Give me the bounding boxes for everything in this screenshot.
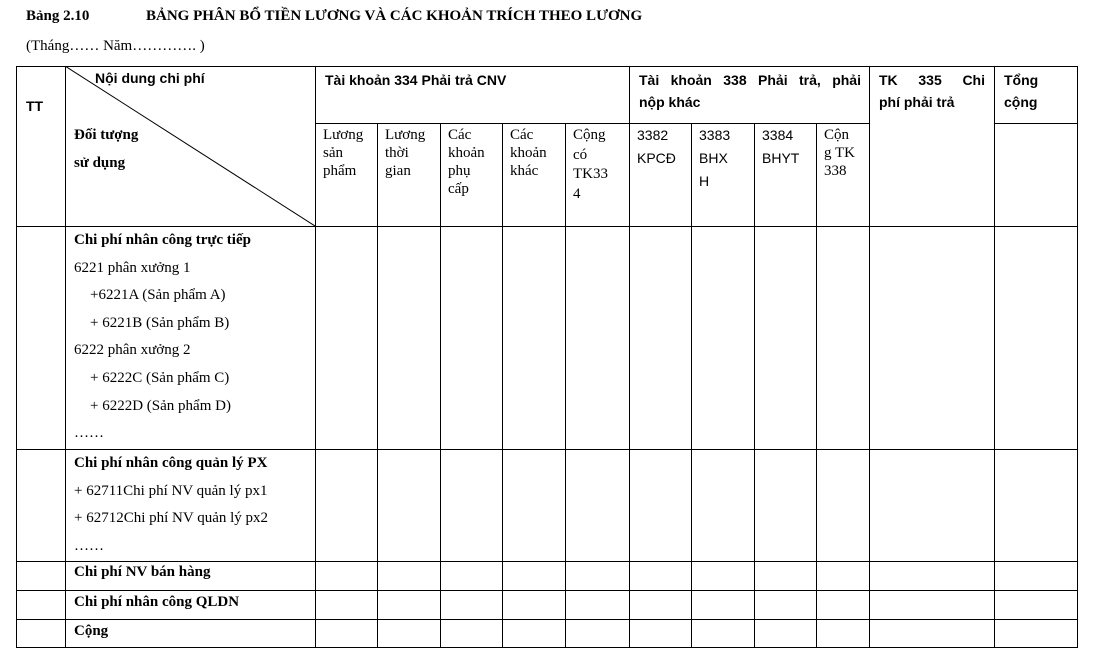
value-cell bbox=[377, 561, 440, 590]
header-total-blank bbox=[994, 123, 1078, 226]
row-line: …… bbox=[74, 537, 104, 554]
sub-text: Cộng bbox=[573, 127, 606, 143]
value-cell bbox=[315, 226, 377, 449]
value-cell bbox=[816, 226, 869, 449]
sub-text: khoản bbox=[448, 145, 485, 161]
row-line: + 62711Chi phí NV quản lý px1 bbox=[74, 482, 268, 499]
value-cell bbox=[869, 590, 994, 619]
value-cell bbox=[440, 561, 502, 590]
sub-header-khoan-khac bbox=[502, 123, 565, 226]
header-use-label: sử dụng bbox=[74, 155, 126, 171]
sub-text: khác bbox=[510, 163, 539, 179]
sub-text: cấp bbox=[448, 181, 469, 197]
sub-text: g TK bbox=[824, 145, 855, 161]
value-cell bbox=[816, 561, 869, 590]
sub-text: 4 bbox=[573, 185, 581, 202]
value-cell bbox=[629, 226, 691, 449]
sub-header-3384 bbox=[754, 123, 816, 226]
header-tt-label: TT bbox=[26, 98, 44, 114]
group-334-label: Tài khoản 334 Phải trả CNV bbox=[325, 72, 507, 88]
sub-text: sản bbox=[323, 145, 343, 161]
row-line: + 6222D (Sản phẩm D) bbox=[90, 397, 231, 414]
row-admin: Chi phí nhân công QLDN bbox=[65, 590, 315, 619]
sub-text: khoản bbox=[510, 145, 547, 161]
sub-text: 338 bbox=[824, 163, 847, 179]
value-cell bbox=[994, 561, 1078, 590]
row-line: +6221A (Sản phẩm A) bbox=[90, 287, 226, 304]
diagonal-divider bbox=[65, 66, 315, 226]
row-management-labor bbox=[65, 449, 315, 561]
value-cell bbox=[754, 449, 816, 561]
header-content-top: Nội dung chi phí bbox=[95, 70, 205, 86]
allocation-table bbox=[16, 66, 1078, 648]
row-line: 6222 phân xưởng 2 bbox=[74, 342, 191, 359]
sub-text: BHX bbox=[699, 150, 728, 166]
value-cell bbox=[502, 619, 565, 648]
value-cell bbox=[315, 561, 377, 590]
value-cell bbox=[629, 619, 691, 648]
value-cell bbox=[377, 449, 440, 561]
sub-text: Lương bbox=[323, 127, 364, 143]
sub-header-3382 bbox=[629, 123, 691, 226]
sub-header-3383 bbox=[691, 123, 754, 226]
value-cell bbox=[565, 590, 629, 619]
value-cell bbox=[629, 590, 691, 619]
value-cell bbox=[994, 590, 1078, 619]
row-line: + 6222C (Sản phẩm C) bbox=[90, 369, 230, 386]
sub-text: phẩm bbox=[323, 163, 357, 179]
value-cell bbox=[440, 590, 502, 619]
value-cell bbox=[565, 226, 629, 449]
value-cell bbox=[869, 226, 994, 449]
table-number: Bảng 2.10 bbox=[26, 8, 90, 24]
tk335-line1: TK 335 Chi bbox=[879, 72, 985, 88]
value-cell bbox=[691, 561, 754, 590]
tt-cell bbox=[16, 590, 65, 619]
value-cell bbox=[754, 590, 816, 619]
sub-header-luong-san-pham bbox=[315, 123, 377, 226]
sub-text: có bbox=[573, 146, 588, 163]
value-cell bbox=[994, 449, 1078, 561]
row-total: Cộng bbox=[65, 619, 315, 648]
value-cell bbox=[565, 561, 629, 590]
sub-text: gian bbox=[385, 163, 411, 179]
value-cell bbox=[502, 590, 565, 619]
value-cell bbox=[869, 449, 994, 561]
value-cell bbox=[565, 449, 629, 561]
row-sales: Chi phí NV bán hàng bbox=[65, 561, 315, 590]
header-tk335 bbox=[869, 66, 994, 226]
value-cell bbox=[754, 561, 816, 590]
row-line: 6221 phân xưởng 1 bbox=[74, 259, 191, 276]
sub-header-luong-thoi-gian bbox=[377, 123, 440, 226]
header-group-338 bbox=[629, 66, 869, 123]
value-cell bbox=[816, 449, 869, 561]
row-line: + 62712Chi phí NV quản lý px2 bbox=[74, 510, 269, 527]
sub-text: BHYT bbox=[762, 150, 800, 166]
total-line1: Tổng bbox=[1004, 72, 1039, 88]
value-cell bbox=[565, 619, 629, 648]
sub-text: Lương bbox=[385, 127, 426, 143]
value-cell bbox=[994, 619, 1078, 648]
value-cell bbox=[691, 226, 754, 449]
row-line: …… bbox=[74, 425, 104, 442]
header-tt bbox=[16, 66, 65, 226]
tk335-line2: phí phải trả bbox=[879, 94, 955, 110]
sub-text: Các bbox=[448, 127, 472, 143]
period-line: (Tháng…… Năm…………. ) bbox=[26, 38, 205, 54]
value-cell bbox=[691, 590, 754, 619]
value-cell bbox=[377, 619, 440, 648]
row-line: + 6221B (Sản phẩm B) bbox=[90, 314, 230, 331]
value-cell bbox=[440, 449, 502, 561]
value-cell bbox=[502, 561, 565, 590]
value-cell bbox=[691, 619, 754, 648]
sub-text: 3382 bbox=[637, 127, 669, 143]
value-cell bbox=[691, 449, 754, 561]
tt-cell bbox=[16, 561, 65, 590]
tt-cell bbox=[16, 226, 65, 449]
value-cell bbox=[629, 449, 691, 561]
value-cell bbox=[315, 590, 377, 619]
value-cell bbox=[754, 619, 816, 648]
table-heading bbox=[26, 8, 642, 25]
sub-text: 3384 bbox=[762, 127, 794, 143]
value-cell bbox=[315, 449, 377, 561]
value-cell bbox=[629, 561, 691, 590]
sub-text: phụ bbox=[448, 163, 471, 179]
tt-cell bbox=[16, 449, 65, 561]
sub-header-phu-cap bbox=[440, 123, 502, 226]
value-cell bbox=[440, 226, 502, 449]
group-338-line1: Tài khoản 338 Phải trả, phải bbox=[639, 72, 861, 88]
value-cell bbox=[440, 619, 502, 648]
value-cell bbox=[377, 590, 440, 619]
sub-text: Các bbox=[510, 127, 534, 143]
sub-text: KPCĐ bbox=[637, 150, 676, 166]
value-cell bbox=[315, 619, 377, 648]
sub-text: H bbox=[699, 173, 710, 189]
value-cell bbox=[816, 590, 869, 619]
sub-header-cong-co-334 bbox=[565, 123, 629, 226]
header-group-334 bbox=[315, 66, 629, 123]
sub-text: 3383 bbox=[699, 127, 731, 143]
row-management-title: Chi phí nhân công quản lý PX bbox=[74, 455, 268, 471]
header-total bbox=[994, 66, 1078, 123]
row-direct-labor bbox=[65, 226, 315, 449]
sub-text: TK33 bbox=[573, 166, 608, 182]
value-cell bbox=[869, 561, 994, 590]
value-cell bbox=[754, 226, 816, 449]
value-cell bbox=[502, 449, 565, 561]
value-cell bbox=[994, 226, 1078, 449]
table-title: BẢNG PHÂN BỔ TIỀN LƯƠNG VÀ CÁC KHOẢN TRÍCH THEO LƯƠNG bbox=[146, 8, 643, 24]
header-object-label: Đối tượng bbox=[74, 127, 139, 143]
value-cell bbox=[869, 619, 994, 648]
total-line2: cộng bbox=[1004, 94, 1038, 110]
value-cell bbox=[377, 226, 440, 449]
tt-cell bbox=[16, 619, 65, 648]
value-cell bbox=[502, 226, 565, 449]
value-cell bbox=[816, 619, 869, 648]
sub-text: thời bbox=[385, 145, 409, 161]
row-direct-title: Chi phí nhân công trực tiếp bbox=[74, 232, 251, 248]
sub-text: Cộn bbox=[824, 127, 850, 143]
group-338-line2: nộp khác bbox=[639, 94, 701, 110]
sub-header-cong-338 bbox=[816, 123, 869, 226]
